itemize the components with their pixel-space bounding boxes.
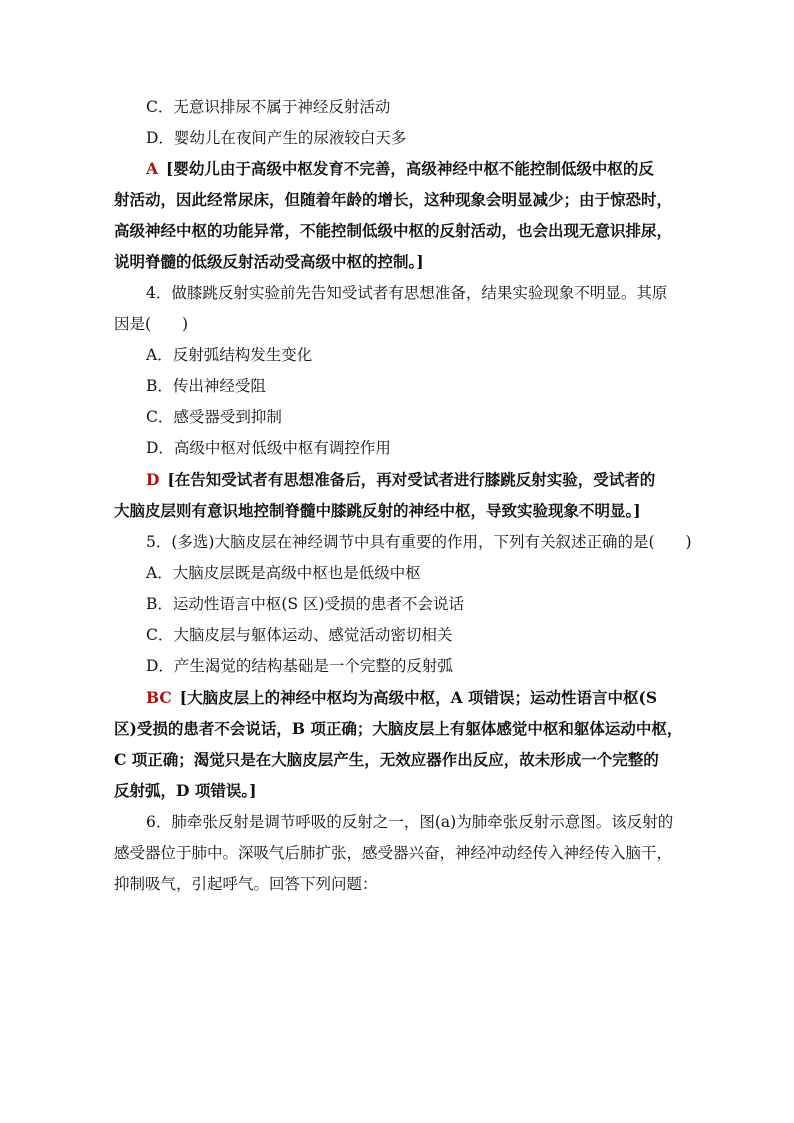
q3-option-d: D．婴幼儿在夜间产生的尿液较白天多 — [146, 129, 407, 147]
q4-stem-line-2: 因是( ) — [114, 315, 189, 333]
q3-option-c: C．无意识排尿不属于神经反射活动 — [146, 98, 391, 116]
q5-option-c: C．大脑皮层与躯体运动、感觉活动密切相关 — [146, 626, 453, 644]
q3-answer-tag: A — [146, 159, 159, 178]
q5-stem: 5．(多选)大脑皮层在神经调节中具有重要的作用，下列有关叙述正确的是( ) — [146, 533, 692, 551]
q4-option-c: C．感受器受到抑制 — [146, 408, 282, 426]
q4-explanation-line-1: D [在告知受试者有思想准备后，再对受试者进行膝跳反射实验，受试者的 — [146, 470, 656, 489]
q4-stem-line-1: 4．做膝跳反射实验前先告知受试者有思想准备，结果实验现象不明显。其原 — [146, 284, 668, 302]
q3-explanation-line-1: A [婴幼儿由于高级中枢发育不完善，高级神经中枢不能控制低级中枢的反 — [146, 159, 654, 178]
q3-explanation-line-4: 说明脊髓的低级反射活动受高级中枢的控制。] — [114, 252, 424, 271]
q4-answer-tag: D — [146, 470, 160, 489]
q6-stem-line-3: 抑制吸气，引起呼气。回答下列问题： — [114, 875, 378, 893]
q5-option-a: A．大脑皮层既是高级中枢也是低级中枢 — [146, 564, 421, 582]
q5-explanation-line-4: 反射弧，D 项错误。] — [114, 781, 257, 800]
q5-explanation-line-2: 区)受损的患者不会说话，B 项正确；大脑皮层上有躯体感觉中枢和躯体运动中枢， — [114, 719, 683, 738]
q4-option-a: A．反射弧结构发生变化 — [146, 346, 313, 364]
q5-option-d: D．产生渴觉的结构基础是一个完整的反射弧 — [146, 657, 453, 675]
q6-stem-line-2: 感受器位于肺中。深吸气后肺扩张，感受器兴奋，神经冲动经传入神经传入脑干， — [114, 844, 673, 862]
q5-option-b: B．运动性语言中枢(S 区)受损的患者不会说话 — [146, 595, 465, 613]
q5-answer-tag: BC — [146, 688, 172, 707]
q3-explanation-line-3: 高级神经中枢的功能异常，不能控制低级中枢的反射活动，也会出现无意识排尿， — [114, 221, 673, 240]
q5-explanation-line-3: C 项正确；渴觉只是在大脑皮层产生，无效应器作出反应，故未形成一个完整的 — [114, 750, 659, 769]
q4-explanation-line-2: 大脑皮层则有意识地控制脊髓中膝跳反射的神经中枢，导致实验现象不明显。] — [114, 501, 641, 520]
q3-explanation-line-2: 射活动，因此经常尿床，但随着年龄的增长，这种现象会明显减少；由于惊恐时， — [114, 190, 673, 209]
q5-explanation-line-1: BC [大脑皮层上的神经中枢均为高级中枢，A 项错误；运动性语言中枢(S — [146, 688, 658, 707]
q6-stem-line-1: 6．肺牵张反射是调节呼吸的反射之一，图(a)为肺牵张反射示意图。该反射的 — [146, 813, 674, 831]
q4-option-d: D．高级中枢对低级中枢有调控作用 — [146, 439, 391, 457]
q4-option-b: B．传出神经受阻 — [146, 377, 266, 395]
